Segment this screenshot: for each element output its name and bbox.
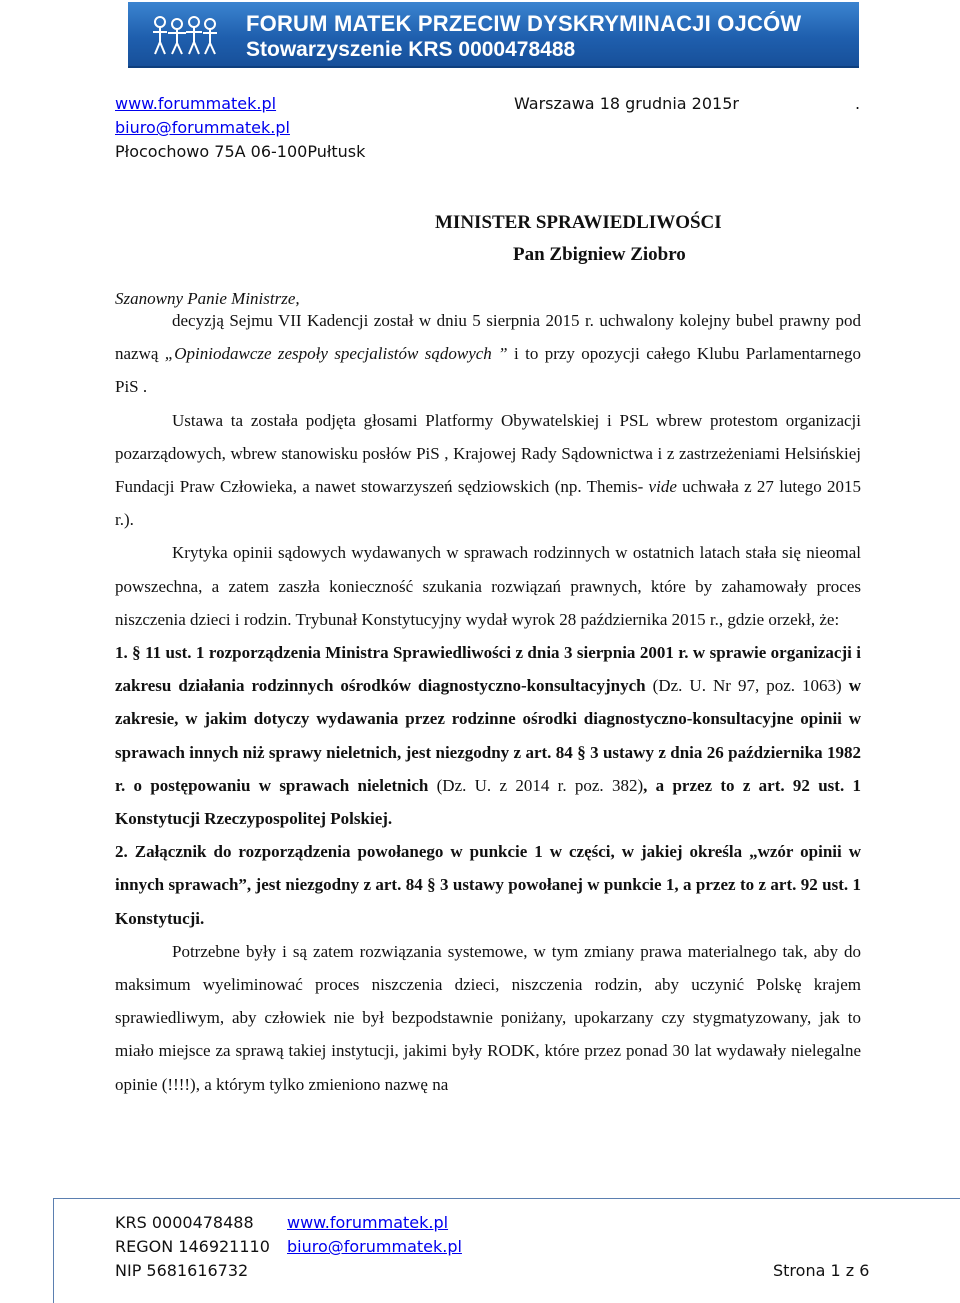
bill-title: „Opiniodawcze zespoły specjalistów sądowych ” xyxy=(164,344,508,364)
tribunal-point-2: 2. Załącznik do rozporządzenia powołanego w punkcie 1 w części, w jakiej określa „wzór opinii w innych sprawach”, jest niezgodny z art. 84 § 3 ustawy powołanej w punkcie 1, a przez to z art. 92 ust. 1 Konstytucji. xyxy=(115,842,861,928)
recipient-name: Pan Zbigniew Ziobro xyxy=(513,244,686,265)
footer-nip: NIP 5681616732 xyxy=(115,1261,249,1280)
footer-krs: KRS 0000478488 xyxy=(115,1213,254,1232)
paragraph-1: decyzją Sejmu VII Kadencji został w dniu 5 sierpnia 2015 r. uchwalony kolejny bubel prawny pod nazwą „Opiniodawcze zespoły specjalistów sądowych ” i to przy opozycji całego Klubu Parlamentarnego PiS . xyxy=(115,311,861,397)
page-number: Strona 1 z 6 xyxy=(773,1261,870,1280)
paragraph-3: Krytyka opinii sądowych wydawanych w sprawach rodzinnych w ostatnich latach stała się nieomal powszechna, a zatem zaszła konieczność szukania rozwiązań prawnych, które by zahamowały proces niszczenia dzieci i rodzin. Trybunał Konstytucyjny wydał wyrok 28 października 2015 r., gdzie orzekł, że: xyxy=(115,543,861,629)
paragraph-2: Ustawa ta została podjęta głosami Platformy Obywatelskiej i PSL wbrew protestom organizacji pozarządowych, wbrew stanowisku posłów PiS , Krajowej Rady Sądownictwa i z zastrzeżeniami Helsińskiej Fundacji Praw Człowieka, a nawet stowarzyszeń sędziowskich (np. Themis- vide uchwała z 27 lutego 2015 r.). xyxy=(115,410,861,530)
letter-body xyxy=(115,304,861,1101)
tribunal-point-1: 1. § 11 ust. 1 rozporządzenia Ministra Sprawiedliwości z dnia 3 sierpnia 2001 r. w sprawie organizacji i zakresu działania rodzinnych ośrodków diagnostyczno-konsultacyjnych (Dz. U. Nr 97, poz. 1063) w zakresie, w jakim dotyczy wydawania przez rodzinne ośrodki diagnostyczno-konsultacyjne opinii w sprawach innych niż sprawy nieletnich, jest niezgodny z art. 84 § 3 ustawy z dnia 26 października 1982 r. o postępowaniu w sprawach nieletnich (Dz. U. z 2014 r. poz. 382), a przez to z art. 92 ust. 1 Konstytucji Rzeczypospolitej Polskiej. xyxy=(115,643,862,829)
footer-regon: REGON 146921110 xyxy=(115,1237,270,1256)
sender-address: Płocochowo 75A 06-100Pułtusk xyxy=(115,142,366,161)
children-logo-icon xyxy=(150,12,220,58)
header-banner xyxy=(128,2,859,68)
banner-subtitle: Stowarzyszenie KRS 0000478488 xyxy=(246,38,576,61)
salutation: Szanowny Panie Ministrze, xyxy=(115,289,300,308)
banner-title: FORUM MATEK PRZECIW DYSKRYMINACJI OJCÓW xyxy=(246,11,802,36)
date-line: Warszawa 18 grudnia 2015r xyxy=(514,94,739,113)
footer-divider xyxy=(53,1198,960,1199)
sender-website-link[interactable]: www.forummatek.pl xyxy=(115,94,277,113)
footer-vertical-rule xyxy=(53,1198,54,1303)
footer-email-link[interactable]: biuro@forummatek.pl xyxy=(287,1237,462,1256)
paragraph-4: Potrzebne były i są zatem rozwiązania systemowe, w tym zmiany prawa materialnego tak, aby do maksimum wyeliminować proces niszczenia dzieci, niszczenia rodzin, aby uczynić Polskę krajem sprawiedliwym, aby człowiek nie był bezpodstawnie poniżany, upokarzany czy stygmatyzowany, jak to miało miejsce za sprawą takiej instytucji, jakimi były RODK, które przez ponad 30 lat wydawały nielegalne opinie (!!!!), a którym tylko zmieniono nazwę na xyxy=(115,941,861,1094)
date-dot: . xyxy=(855,94,861,113)
recipient-title: MINISTER SPRAWIEDLIWOŚCI xyxy=(435,212,722,233)
sender-email-link[interactable]: biuro@forummatek.pl xyxy=(115,118,290,137)
footer-website-link[interactable]: www.forummatek.pl xyxy=(287,1213,449,1232)
